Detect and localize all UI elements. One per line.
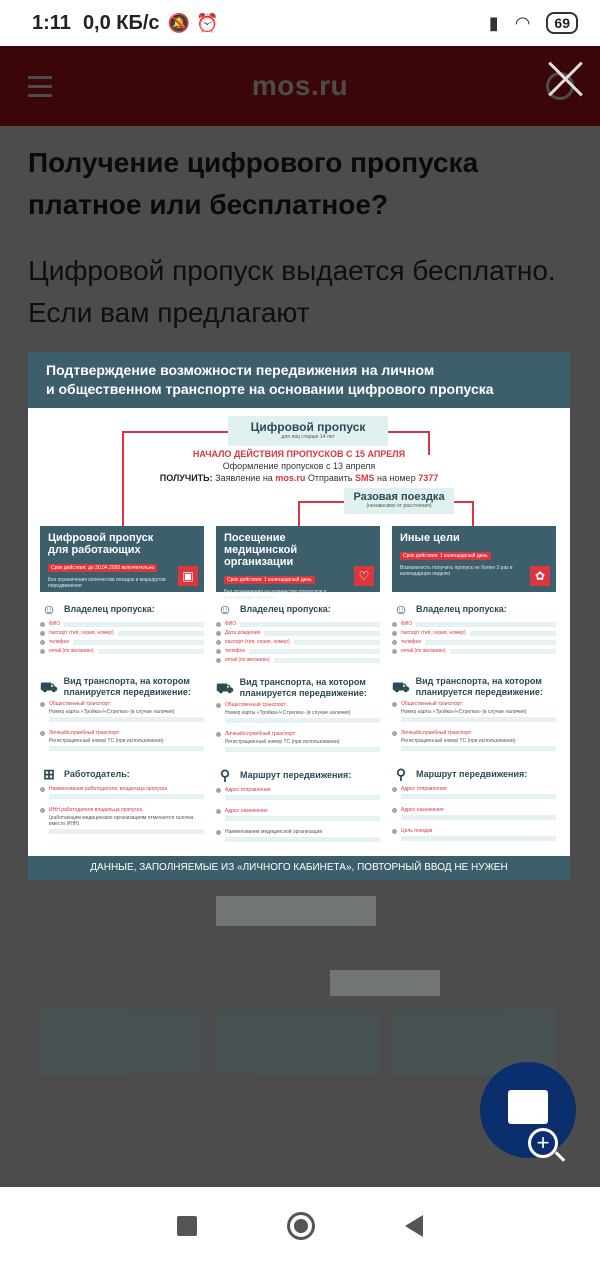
column-header: [216, 526, 380, 601]
validity-badge: Срок действия: 1 календарный день: [400, 552, 491, 560]
field-label: Личный/служебный транспорт:: [49, 730, 121, 736]
connector-line: [298, 501, 300, 526]
transport-section: [392, 676, 556, 751]
car-icon: ⛟: [40, 679, 58, 695]
field-line: [49, 746, 204, 751]
field-label: email (по желанию): [401, 648, 446, 654]
pass-column-medical: [216, 526, 380, 842]
field-line: [240, 622, 380, 627]
connector-line: [388, 431, 430, 433]
section-title: Работодатель:: [64, 768, 130, 779]
field-line: [73, 640, 204, 645]
background-infographic: [28, 890, 570, 1190]
field-line: [401, 815, 556, 820]
field-label: паспорт (тип, серия, номер): [225, 639, 290, 645]
status-time: 1:11: [32, 11, 71, 34]
car-icon: ⛟: [392, 679, 410, 695]
digital-pass-sub: для лиц старше 14 лет: [281, 434, 335, 440]
field-line: [64, 622, 204, 627]
section-title: Вид транспорта, на котором планируется передвижение:: [239, 677, 367, 698]
one-trip-card: [344, 488, 454, 514]
dates-block: [28, 448, 570, 484]
field-label: Дата рождения: [225, 630, 261, 636]
field-label: Наименование работодателя, владельца пропуска: [49, 786, 168, 792]
get-site: mos.ru: [275, 473, 306, 483]
field-line: [225, 747, 380, 752]
recents-button[interactable]: [177, 1216, 197, 1236]
sms-text: на номер: [377, 473, 416, 483]
infographic-title: [28, 352, 570, 408]
person-icon: ☺: [41, 601, 57, 617]
column-note: Без ограничения количества поездок и маршрутов передвижения: [48, 577, 166, 589]
field-hint: Номер карты «Тройка»/«Стрелка» (в случае наличия): [401, 709, 527, 715]
back-button[interactable]: [405, 1215, 423, 1237]
field-line: [264, 631, 380, 636]
field-line: [49, 794, 204, 799]
route-section: [392, 765, 556, 841]
get-label: ПОЛУЧИТЬ:: [159, 473, 213, 483]
field-label: Цель поездки: [401, 828, 433, 834]
field-line: [294, 640, 380, 645]
section-title: Владелец пропуска:: [416, 603, 507, 614]
field-label: email (по желанию): [49, 648, 94, 654]
field-line: [49, 717, 204, 722]
field-label: ИНН работодателя владельца пропуска: [49, 807, 142, 813]
section-title: Владелец пропуска:: [240, 603, 331, 614]
field-label: Общественный транспорт:: [49, 701, 112, 707]
field-label: телефон: [225, 648, 246, 654]
field-label: Адрес отправления: [225, 787, 271, 793]
start-date: НАЧАЛО ДЕЙСТВИЯ ПРОПУСКОВ С 15 АПРЕЛЯ: [192, 449, 406, 459]
field-line: [49, 829, 204, 834]
column-note: Возможность получить пропуск не более 2 раз в календарную неделю: [400, 565, 513, 577]
field-line: [470, 631, 556, 636]
field-label: Личный/служебный транспорт:: [401, 730, 473, 736]
field-label: Общественный транспорт:: [225, 702, 288, 708]
column-title: Посещение медицинской организации: [224, 532, 298, 568]
column-header: [392, 526, 556, 592]
field-line: [225, 795, 380, 800]
field-line: [249, 649, 380, 654]
field-label: Общественный транспорт:: [401, 701, 464, 707]
field-hint: Регистрационный номер ТС (при использовании): [49, 738, 164, 744]
alarm-icon: ⏰: [195, 12, 219, 33]
connector-line: [298, 501, 344, 503]
field-line: [225, 718, 380, 723]
owner-section: [216, 600, 380, 663]
status-bar: [0, 0, 600, 46]
digital-pass-title: Цифровой пропуск: [250, 420, 366, 434]
zoom-in-icon: +: [528, 1128, 558, 1158]
field-label: ФИО: [401, 621, 413, 627]
sms-number: 7377: [418, 473, 439, 483]
one-trip-sub: (независимо от расстояния): [366, 503, 432, 509]
validity-badge: Срок действия: 1 календарный день: [224, 576, 315, 584]
pass-columns: [40, 526, 558, 842]
route-icon: ⚲: [219, 767, 231, 783]
employer-section: [40, 765, 204, 834]
validity-badge: Срок действия: до 30.04.2020 включительно: [48, 564, 157, 572]
infographic-footer: ДАННЫЕ, ЗАПОЛНЯЕМЫЕ ИЗ «ЛИЧНОГО КАБИНЕТА», ПОВТОРНЫЙ ВВОД НЕ НУЖЕН: [28, 856, 570, 880]
field-label: ФИО: [225, 621, 237, 627]
field-hint: Регистрационный номер ТС (при использовании): [401, 738, 516, 744]
transport-section: [40, 676, 204, 751]
pass-column-other: [392, 526, 556, 842]
field-line: [401, 794, 556, 799]
route-section: [216, 766, 380, 842]
title-line-2: и общественном транспорте на основании цифрового пропуска: [46, 381, 494, 397]
column-title: Цифровой пропуск для работающих: [48, 532, 154, 556]
briefcase-icon: ▣: [178, 566, 198, 586]
owner-section: [40, 600, 204, 654]
field-line: [425, 640, 556, 645]
field-hint: Регистрационный номер ТС (при использовании): [225, 739, 340, 745]
title-line-1: Подтверждение возможности передвижения на личном: [46, 362, 435, 378]
section-title: Маршрут передвижения:: [416, 768, 528, 779]
field-label: паспорт (тип, серия, номер): [49, 630, 114, 636]
field-label: паспорт (тип, серия, номер): [401, 630, 466, 636]
close-icon[interactable]: [544, 58, 586, 100]
connector-line: [472, 501, 474, 526]
field-label: Адрес отправления: [401, 786, 447, 792]
connector-line: [122, 431, 228, 433]
navigation-bar: [0, 1187, 600, 1265]
person-icon: ☺: [393, 601, 409, 617]
issue-date: Оформление пропусков с 13 апреля: [222, 461, 376, 471]
pass-column-work: [40, 526, 204, 842]
flower-icon: ✿: [530, 566, 550, 586]
digital-pass-card: [228, 416, 388, 446]
field-label: ФИО: [49, 621, 61, 627]
field-line: [225, 816, 380, 821]
car-icon: ⛟: [216, 680, 234, 696]
field-line: [401, 746, 556, 751]
status-network-speed: 0,0 КБ/с: [82, 11, 160, 34]
connector-line: [454, 501, 474, 503]
section-title: Владелец пропуска:: [64, 603, 155, 614]
wifi-icon: ◠: [514, 12, 531, 33]
briefcase-icon: ⊞: [43, 766, 55, 782]
field-line: [274, 658, 380, 663]
owner-section: [392, 600, 556, 654]
column-title: Иные цели: [400, 532, 460, 544]
field-label: Наименование медицинской организации: [225, 829, 323, 835]
signal-icon: ▮: [488, 12, 499, 33]
field-line: [225, 837, 380, 842]
field-hint: (работающим медицинских организациям отмечается галочка вместо ИНН): [49, 815, 194, 827]
get-sms: Отправить: [307, 473, 353, 483]
field-line: [98, 649, 204, 654]
get-text: Заявление на: [215, 473, 273, 483]
column-note: Без ограничения на количество пропусков в календарную неделю: [224, 589, 327, 601]
person-icon: ☺: [217, 601, 233, 617]
field-line: [401, 717, 556, 722]
mute-icon: 🔕: [167, 12, 190, 33]
section-title: Вид транспорта, на котором планируется передвижение:: [415, 676, 543, 697]
section-title: Вид транспорта, на котором планируется передвижение:: [63, 676, 191, 697]
field-line: [416, 622, 556, 627]
field-label: телефон: [401, 639, 422, 645]
zoom-in-button[interactable]: [524, 1124, 568, 1168]
transport-section: [216, 677, 380, 752]
field-line: [450, 649, 556, 654]
get-instructions: [28, 472, 570, 484]
route-icon: ⚲: [395, 766, 407, 782]
field-line: [118, 631, 204, 636]
field-label: Личный/служебный транспорт:: [225, 731, 297, 737]
chat-icon: [508, 1090, 548, 1124]
field-label: телефон: [49, 639, 70, 645]
field-hint: Номер карты «Тройка»/«Стрелка» (в случае наличия): [49, 709, 175, 715]
field-label: email (по желанию): [225, 657, 270, 663]
field-label: Адрес назначения: [401, 807, 444, 813]
field-hint: Номер карты «Тройка»/«Стрелка» (в случае наличия): [225, 710, 351, 716]
section-title: Маршрут передвижения:: [240, 769, 352, 780]
column-header: [40, 526, 204, 592]
heart-icon: ♡: [354, 566, 374, 586]
sms-word: SMS: [355, 473, 375, 483]
field-line: [401, 836, 556, 841]
infographic-image[interactable]: [28, 352, 570, 880]
battery-indicator: 69: [546, 12, 578, 34]
field-label: Адрес назначения: [225, 808, 268, 814]
one-trip-title: Разовая поездка: [353, 491, 445, 503]
home-button[interactable]: [287, 1212, 315, 1240]
